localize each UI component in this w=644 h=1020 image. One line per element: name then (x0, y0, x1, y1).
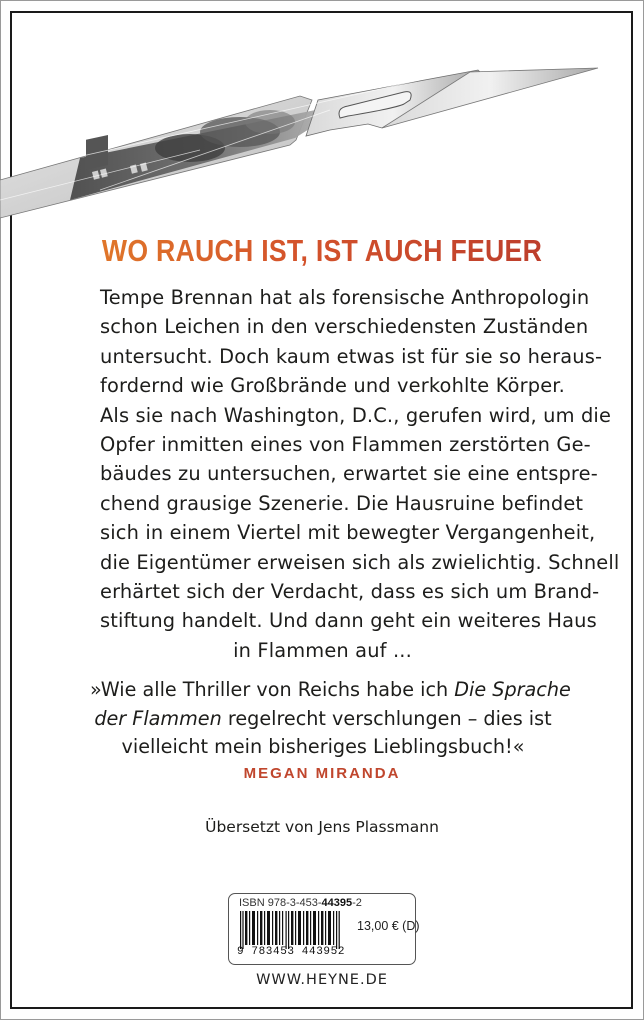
translator-credit: Übersetzt von Jens Plassmann (205, 818, 439, 836)
blurb-text (100, 283, 620, 665)
quote-text: regelrecht verschlungen – dies ist (221, 706, 552, 730)
blurb-line: erhärtet sich der Verdacht, dass es sich um Brand- (100, 579, 600, 603)
blurb-line: in Flammen auf ... (233, 638, 412, 662)
scalpel-icon (0, 0, 644, 230)
blurb-line: stiftung handelt. Und dann geht ein weiteres Haus (100, 609, 597, 633)
quote-line (90, 676, 571, 705)
barcode-box (228, 893, 420, 965)
blurb-line: untersucht. Doch kaum etwas ist für sie so heraus- (100, 344, 603, 368)
isbn-suffix: -2 (352, 897, 362, 909)
publisher-website[interactable]: WWW.HEYNE.DE (256, 972, 388, 988)
blurb-line: fordernd wie Großbrände und verkohlte Körper. (100, 374, 565, 398)
book-title-italic: Die Sprache (454, 678, 571, 701)
isbn-bold: 44395 (321, 897, 353, 909)
blurb-line: Als sie nach Washington, D.C., gerufen wird, um die (100, 403, 612, 427)
barcode-digits: 9 783453 443952 (237, 946, 346, 958)
headline: WO RAUCH IST, IST AUCH FEUER (45, 233, 599, 269)
isbn-prefix: ISBN 978-3-453- (239, 897, 322, 909)
barcode-icon (240, 911, 340, 949)
review-quote (90, 676, 571, 762)
isbn (239, 897, 362, 909)
blurb-line: chend grausige Szenerie. Die Hausruine befindet (100, 491, 584, 515)
price: 13,00 € (D) (357, 919, 420, 933)
book-title-italic: der Flammen (94, 706, 222, 730)
quote-text: »Wie alle Thriller von Reichs habe ich (90, 678, 455, 701)
blurb-line: schon Leichen in den verschiedensten Zuständen (100, 315, 589, 339)
blurb-line: Opfer inmitten eines von Flammen zerstörten Ge- (100, 432, 591, 456)
quote-line: vielleicht mein bisheriges Lieblingsbuch!« (121, 735, 525, 759)
blurb-line: Tempe Brennan hat als forensische Anthropologin (100, 286, 590, 309)
blurb-line: bäudes zu untersuchen, erwartet sie eine entspre- (100, 462, 598, 486)
quote-author: MEGAN MIRANDA (243, 765, 401, 782)
blurb-line: die Eigentümer erweisen sich als zwielichtig. Schnell (100, 550, 620, 574)
quote-line (90, 705, 556, 734)
blurb-line: sich in einem Viertel mit bewegter Vergangenheit, (100, 521, 596, 545)
